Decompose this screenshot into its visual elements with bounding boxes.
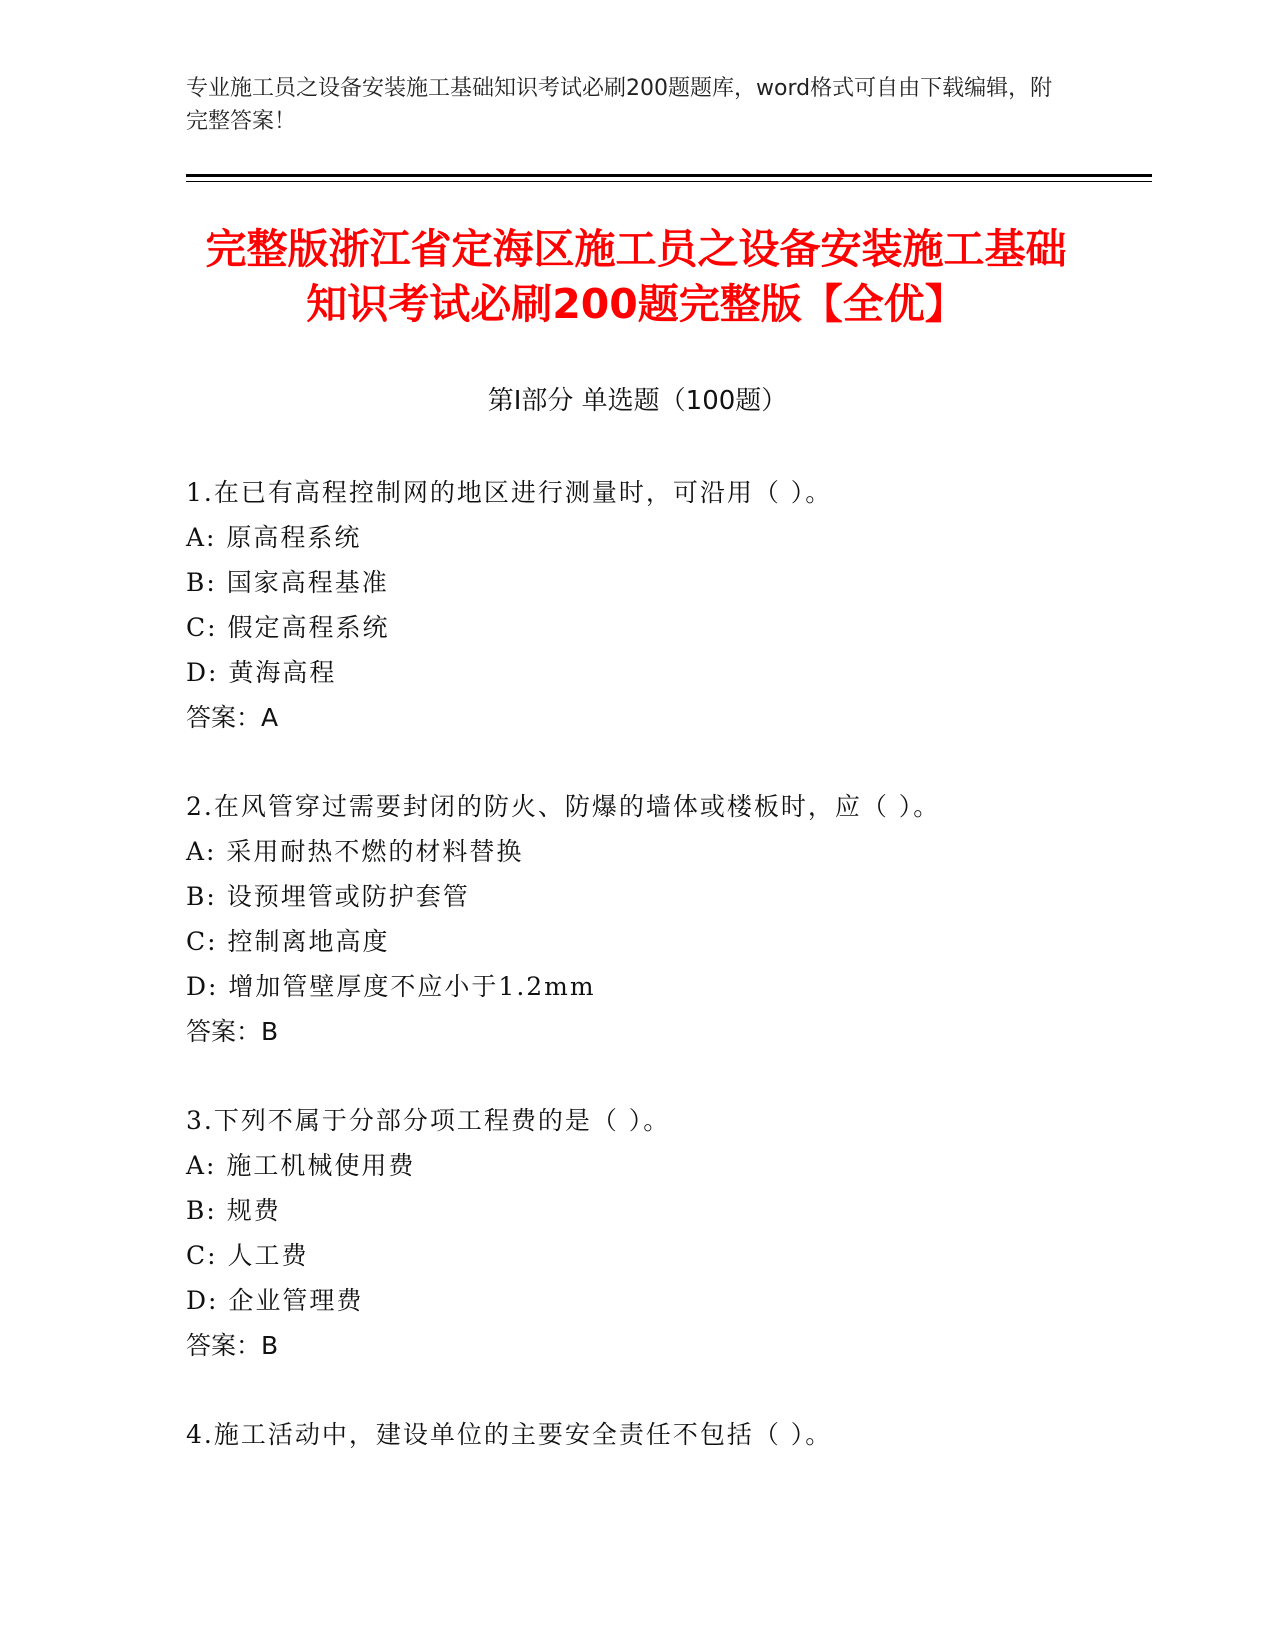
answer-line: 答案：B (186, 1331, 279, 1360)
document-title: 完整版浙江省定海区施工员之设备安装施工基础知识考试必刷200题完整版【全优】 (205, 225, 1067, 328)
question-list (186, 470, 1146, 1501)
question-item (186, 784, 1146, 1054)
question-item (186, 1412, 1146, 1457)
header-note: 专业施工员之设备安装施工基础知识考试必刷200题题库，word格式可自由下载编辑，附完整答案！ (186, 76, 1053, 134)
header-divider-thick (186, 174, 1152, 177)
option-b: B: 设预埋管或防护套管 (186, 882, 470, 911)
option-d: D: 企业管理费 (186, 1286, 364, 1315)
header-divider-thin (186, 181, 1152, 182)
question-item (186, 470, 1146, 740)
option-a: A: 施工机械使用费 (186, 1151, 416, 1180)
option-c: C: 假定高程系统 (186, 613, 390, 642)
question-stem: 4.施工活动中，建设单位的主要安全责任不包括（ ）。 (186, 1420, 833, 1449)
option-d: D: 黄海高程 (186, 658, 337, 687)
answer-line: 答案：A (186, 703, 279, 732)
question-stem: 1.在已有高程控制网的地区进行测量时，可沿用（ ）。 (186, 478, 833, 507)
section-heading: 第Ⅰ部分 单选题（100题） (487, 386, 788, 416)
option-b: B: 规费 (186, 1196, 281, 1225)
option-d: D: 增加管壁厚度不应小于1.2mm (186, 972, 596, 1001)
option-a: A: 原高程系统 (186, 523, 362, 552)
option-b: B: 国家高程基准 (186, 568, 389, 597)
question-stem: 2.在风管穿过需要封闭的防火、防爆的墙体或楼板时，应（ ）。 (186, 792, 941, 821)
question-item (186, 1098, 1146, 1368)
option-c: C: 控制离地高度 (186, 927, 390, 956)
answer-line: 答案：B (186, 1017, 279, 1046)
option-c: C: 人工费 (186, 1241, 309, 1270)
option-a: A: 采用耐热不燃的材料替换 (186, 837, 524, 866)
question-stem: 3.下列不属于分部分项工程费的是（ ）。 (186, 1106, 671, 1135)
